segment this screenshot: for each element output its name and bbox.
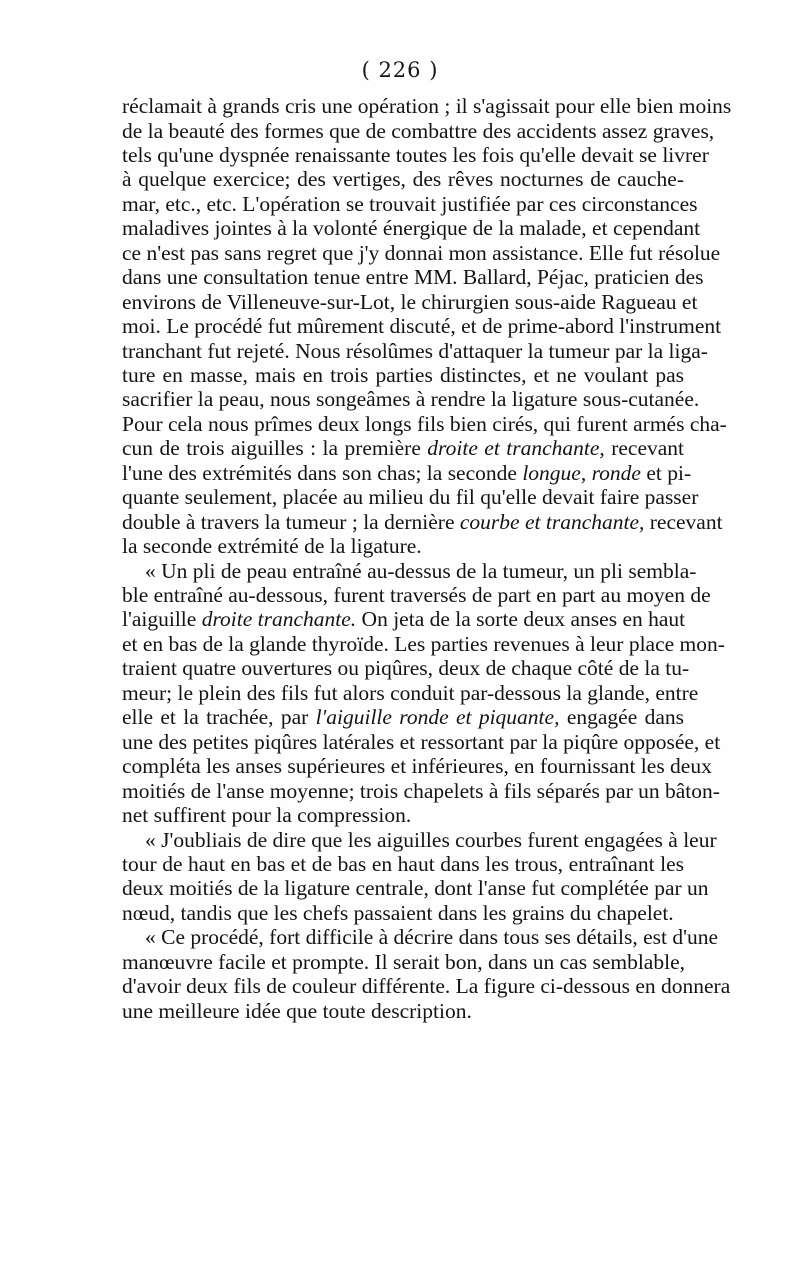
italic-phrase: droite tranchante. xyxy=(201,607,357,632)
text-line xyxy=(122,93,732,119)
text-segment: meur; le plein des fils fut alors conduit par-dessous la glande, entre xyxy=(122,680,699,705)
text-segment: recevant xyxy=(644,509,723,534)
text-segment: dans une consultation tenue entre MM. Ballard, Péjac, praticien des xyxy=(122,265,704,290)
text-segment: ture en masse, mais en trois parties distinctes, et ne voulant pas xyxy=(122,362,684,387)
text-segment: maladives jointes à la volonté énergique de la malade, et cependant xyxy=(122,216,701,241)
text-segment: tranchant fut rejeté. Nous résolûmes d'attaquer la tumeur par la liga- xyxy=(122,338,708,363)
text-segment: une meilleure idée que toute description. xyxy=(122,998,472,1023)
text-line xyxy=(122,533,684,559)
text-line xyxy=(122,900,684,926)
text-line xyxy=(122,582,711,608)
text-segment: mar, etc., etc. L'opération se trouvait justifiée par ces circonstances xyxy=(122,191,698,216)
text-line xyxy=(122,484,699,510)
text-segment: moitiés de l'anse moyenne; trois chapelets à fils séparés par un bâton- xyxy=(122,778,720,803)
text-line xyxy=(122,289,698,315)
text-segment: On jeta de la sorte deux anses en haut xyxy=(356,607,686,632)
text-segment: « J'oubliais de dire que les aiguilles courbes furent engagées à leur xyxy=(145,827,717,852)
text-line xyxy=(122,460,692,486)
text-segment: compléta les anses supérieures et inférieures, en fournissant les deux xyxy=(122,754,712,779)
italic-phrase: longue, ronde xyxy=(522,460,641,485)
text-line xyxy=(122,631,725,657)
text-segment: deux moitiés de la ligature centrale, dont l'anse fut complétée par un xyxy=(122,876,709,901)
text-segment: et en bas de la glande thyroïde. Les parties revenues à leur place mon- xyxy=(122,631,725,656)
text-segment: manœuvre facile et prompte. Il serait bon, dans un cas semblable, xyxy=(122,949,685,974)
text-segment: à quelque exercice; des vertiges, des rêves nocturnes de cauche- xyxy=(122,167,684,192)
text-line xyxy=(122,313,722,339)
text-segment: net suffirent pour la compression. xyxy=(122,803,412,827)
text-line xyxy=(122,166,684,192)
text-line xyxy=(122,362,684,388)
text-segment: cun de trois aiguilles : la première xyxy=(122,436,428,461)
text-line xyxy=(122,338,708,364)
text-segment: l'une des extrémités dans son chas; la seconde xyxy=(122,460,523,485)
text-line xyxy=(122,973,731,999)
text-line xyxy=(122,875,709,901)
text-line xyxy=(122,729,721,755)
text-line xyxy=(145,558,697,584)
text-line xyxy=(122,606,684,632)
text-line xyxy=(122,215,701,241)
text-line xyxy=(122,655,690,681)
text-segment: double à travers la tumeur ; la dernière xyxy=(122,509,460,534)
page-number: ( 226 ) xyxy=(361,58,439,82)
text-line xyxy=(122,118,715,144)
text-segment: Pour cela nous prîmes deux longs fils bien cirés, qui furent armés cha- xyxy=(122,411,727,436)
text-segment: et pi- xyxy=(640,460,692,485)
text-segment: traient quatre ouvertures ou piqûres, deux de chaque côté de la tu- xyxy=(122,656,690,681)
text-line xyxy=(122,264,704,290)
text-segment: quante seulement, placée au milieu du fil qu'elle devait faire passer xyxy=(122,485,699,510)
text-segment: moi. Le procédé fut mûrement discuté, et de prime-abord l'instrument xyxy=(122,314,722,338)
text-segment: tels qu'une dyspnée renaissante toutes les fois qu'elle devait se livrer xyxy=(122,142,709,167)
text-segment: réclamait à grands cris une opération ; il s'agissait pour elle bien moins xyxy=(122,94,732,118)
text-segment: « Ce procédé, fort difficile à décrire dans tous ses détails, est d'une xyxy=(145,925,719,950)
text-segment: « Un pli de peau entraîné au-dessus de la tumeur, un pli sembla- xyxy=(145,558,697,583)
text-segment: environs de Villeneuve-sur-Lot, le chirurgien sous-aide Ragueau et xyxy=(122,289,698,314)
text-line xyxy=(122,240,721,266)
text-line xyxy=(122,949,684,975)
italic-phrase: l'aiguille ronde et piquante, xyxy=(315,705,560,730)
text-segment: une des petites piqûres latérales et ressortant par la piqûre opposée, et xyxy=(122,729,721,754)
text-segment: elle et la trachée, par xyxy=(122,705,316,730)
text-line xyxy=(122,802,684,828)
text-line xyxy=(122,386,700,412)
text-line xyxy=(122,411,727,437)
text-line xyxy=(145,924,719,950)
text-segment: l'aiguille xyxy=(122,607,202,632)
italic-phrase: courbe et tranchante, xyxy=(459,509,645,534)
text-segment: ce n'est pas sans regret que j'y donnai mon assistance. Elle fut résolue xyxy=(122,240,721,265)
text-segment: recevant xyxy=(604,436,684,461)
text-line xyxy=(122,191,698,217)
text-line xyxy=(122,509,723,535)
text-segment: ble entraîné au-dessous, furent traversés de part en part au moyen de xyxy=(122,583,711,607)
text-segment: sacrifier la peau, nous songeâmes à rendre la ligature sous-cutanée. xyxy=(122,387,700,412)
text-line xyxy=(122,851,684,877)
text-line xyxy=(122,142,709,168)
text-line xyxy=(122,753,712,779)
text-line xyxy=(122,998,684,1024)
text-line xyxy=(122,778,720,804)
text-line xyxy=(122,704,684,730)
text-segment: tour de haut en bas et de bas en haut dans les trous, entraînant les xyxy=(122,851,684,876)
italic-phrase: droite et tranchante, xyxy=(427,436,605,461)
text-segment: d'avoir deux fils de couleur différente. La figure ci-dessous en donnera xyxy=(122,974,731,999)
text-segment: de la beauté des formes que de combattre des accidents assez graves, xyxy=(122,118,715,143)
text-segment: nœud, tandis que les chefs passaient dans les grains du chapelet. xyxy=(122,900,674,925)
text-line xyxy=(122,680,699,706)
text-line xyxy=(145,827,717,853)
text-line xyxy=(122,435,684,461)
text-segment: la seconde extrémité de la ligature. xyxy=(122,534,422,559)
text-segment: engagée dans xyxy=(559,705,684,730)
